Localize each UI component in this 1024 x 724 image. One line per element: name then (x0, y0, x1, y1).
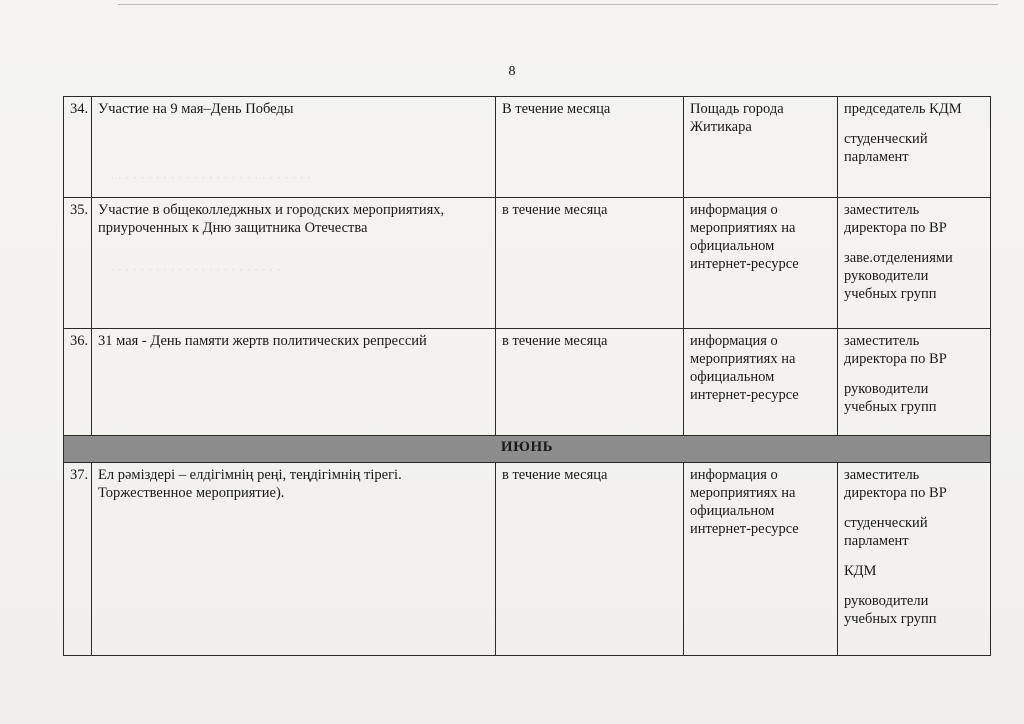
row-number: 36. (64, 329, 92, 436)
row-number: 35. (64, 198, 92, 329)
row-number: 37. (64, 463, 92, 656)
table-row (64, 97, 991, 198)
responsible-line: заве.отделениями руководители учебных групп (844, 250, 953, 302)
responsible-line: заместитель директора по ВР (844, 333, 947, 367)
event-name: 31 мая - День памяти жертв политических репрессий (92, 329, 496, 436)
row-number: 34. (64, 97, 92, 198)
event-name: Ел рәміздері – елдігімнің реңі, теңдігімнің тірегі. Торжественное мероприятие). (92, 463, 496, 656)
responsible-line: студенческий парламент (844, 131, 928, 165)
event-time: в течение месяца (496, 463, 684, 656)
event-place: информация о мероприятиях на официальном интернет-ресурсе (684, 198, 838, 329)
event-responsible (838, 198, 991, 329)
event-time: в течение месяца (496, 198, 684, 329)
responsible-line: руководители учебных групп (844, 381, 937, 415)
event-name: Участие в общеколледжных и городских мероприятиях, приуроченных к Дню защитника Отечества (92, 198, 496, 329)
responsible-line: студенческий парламент (844, 515, 928, 549)
bleed-through-text: · · · · · · · · · · · · · · · · · · · · · · · · · · · (110, 170, 312, 185)
event-responsible (838, 97, 991, 198)
responsible-line: заместитель директора по ВР (844, 467, 947, 501)
page-number: 8 (508, 64, 516, 79)
scan-edge (118, 4, 998, 15)
month-header: ИЮНЬ (64, 436, 991, 463)
month-header-row (64, 436, 991, 463)
responsible-line: КДМ (844, 563, 877, 579)
event-place: информация о мероприятиях на официальном интернет-ресурсе (684, 463, 838, 656)
event-place: Пощадь города Житикара (684, 97, 838, 198)
table-row (64, 329, 991, 436)
event-time: в течение месяца (496, 329, 684, 436)
event-responsible (838, 463, 991, 656)
responsible-line: заместитель директора по ВР (844, 202, 947, 236)
event-time: В течение месяца (496, 97, 684, 198)
table-row (64, 463, 991, 656)
event-place: информация о мероприятиях на официальном интернет-ресурсе (684, 329, 838, 436)
responsible-line: председатель КДМ (844, 101, 962, 117)
event-name: Участие на 9 мая–День Победы (92, 97, 496, 198)
bleed-through-text: · · · · · · · · · · · · · · · · · · · · · · · (110, 262, 282, 277)
events-table (63, 96, 991, 656)
event-responsible (838, 329, 991, 436)
responsible-line: руководители учебных групп (844, 593, 937, 627)
table-row (64, 198, 991, 329)
